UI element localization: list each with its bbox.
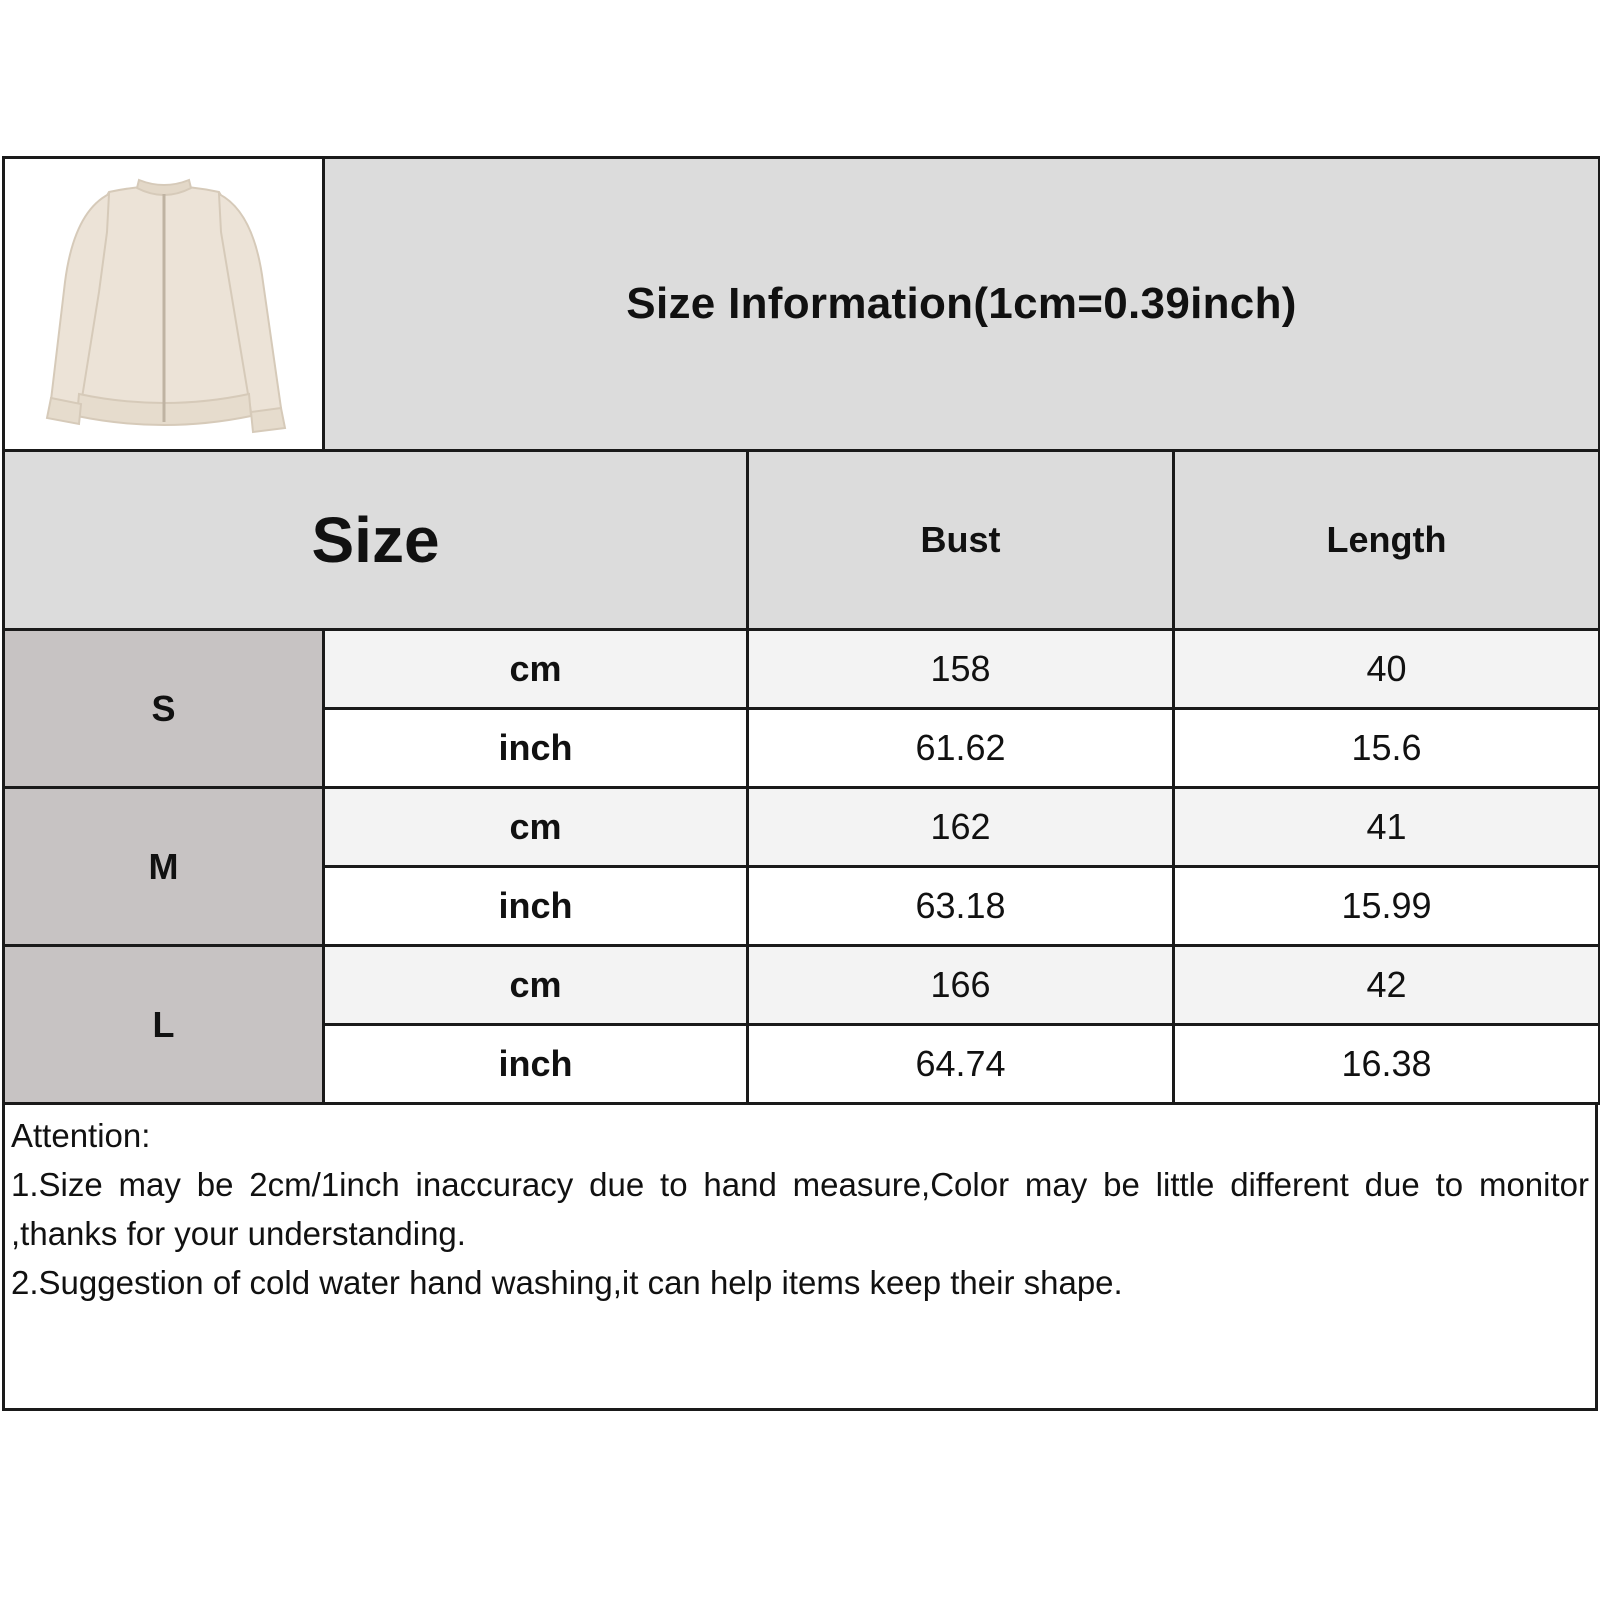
bust-value: 162 bbox=[748, 788, 1174, 867]
unit-cell: inch bbox=[324, 1025, 748, 1104]
table-row bbox=[4, 788, 1600, 867]
size-label: M bbox=[4, 788, 324, 946]
bust-value: 166 bbox=[748, 946, 1174, 1025]
size-table bbox=[2, 156, 1600, 1105]
length-value: 16.38 bbox=[1174, 1025, 1600, 1104]
table-row bbox=[4, 630, 1600, 709]
jacket-icon bbox=[29, 172, 299, 442]
unit-cell: inch bbox=[324, 867, 748, 946]
unit-cell: inch bbox=[324, 709, 748, 788]
bust-value: 64.74 bbox=[748, 1025, 1174, 1104]
unit-cell: cm bbox=[324, 946, 748, 1025]
size-label: L bbox=[4, 946, 324, 1104]
length-value: 15.99 bbox=[1174, 867, 1600, 946]
attention-notes bbox=[2, 1105, 1598, 1411]
product-photo bbox=[4, 158, 324, 451]
note-item: 1.Size may be 2cm/1inch inaccuracy due to hand measure,Color may be little different due to monitor ,thanks for your understanding. bbox=[11, 1166, 1589, 1252]
size-label: S bbox=[4, 630, 324, 788]
size-column-header: Size bbox=[4, 451, 748, 630]
notes-heading: Attention: bbox=[11, 1117, 151, 1154]
bust-value: 158 bbox=[748, 630, 1174, 709]
length-value: 15.6 bbox=[1174, 709, 1600, 788]
bust-value: 63.18 bbox=[748, 867, 1174, 946]
header-row bbox=[4, 451, 1600, 630]
chart-title: Size Information(1cm=0.39inch) bbox=[324, 158, 1600, 451]
bust-value: 61.62 bbox=[748, 709, 1174, 788]
unit-cell: cm bbox=[324, 630, 748, 709]
length-value: 41 bbox=[1174, 788, 1600, 867]
length-column-header: Length bbox=[1174, 451, 1600, 630]
table-row bbox=[4, 946, 1600, 1025]
title-row bbox=[4, 158, 1600, 451]
unit-cell: cm bbox=[324, 788, 748, 867]
size-chart bbox=[2, 156, 1598, 1411]
note-item: 2.Suggestion of cold water hand washing,it can help items keep their shape. bbox=[11, 1264, 1123, 1301]
bust-column-header: Bust bbox=[748, 451, 1174, 630]
length-value: 42 bbox=[1174, 946, 1600, 1025]
length-value: 40 bbox=[1174, 630, 1600, 709]
